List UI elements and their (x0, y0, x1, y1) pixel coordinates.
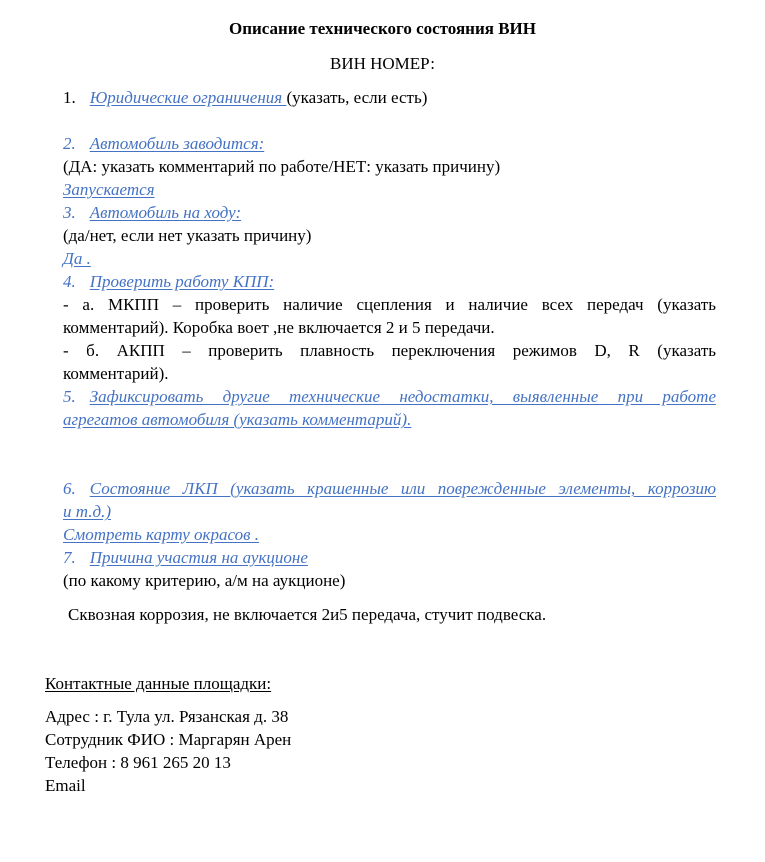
item-7-heading-row (63, 546, 308, 569)
item-4-mkpp-line2: комментарий). Коробка воет ,не включается 2 и 5 передачи. (63, 318, 495, 337)
item-1-note: (указать, если есть) (286, 88, 428, 107)
item-4-heading-row (63, 270, 274, 293)
item-5-line2: агрегатов автомобиля (указать комментарий). (63, 410, 412, 429)
item-7-number: 7. (63, 548, 76, 567)
item-1-number: 1. (63, 88, 76, 107)
item-1 (63, 86, 427, 109)
item-7-heading: Причина участия на аукционе (89, 548, 308, 567)
item-4-akpp-line1: - б. АКПП – проверить плавность переключения режимов D, R (указать (63, 341, 716, 360)
item-2-number: 2. (63, 134, 76, 153)
vin-label: ВИН НОМЕР: (329, 54, 435, 73)
item-3-answer: Да . (63, 249, 91, 268)
item-3-heading-row (63, 201, 241, 224)
item-2-heading-row (63, 132, 264, 155)
item-6-answer: Смотреть карту окрасов . (63, 525, 259, 544)
item-4-heading: Проверить работу КПП: (89, 272, 275, 291)
item-6 (63, 477, 716, 500)
item-6-number: 6. (63, 479, 76, 498)
item-7-hint: (по какому критерию, а/м на аукционе) (63, 571, 346, 590)
item-6-line1: Состояние ЛКП (указать крашенные или поврежденные элементы, коррозию (89, 479, 716, 498)
document-title: Описание технического состояния ВИН (228, 19, 536, 38)
contacts-employee: Сотрудник ФИО : Маргарян Арен (45, 730, 292, 749)
item-6-line2: и т.д.) (63, 502, 111, 521)
contacts-address: Адрес : г. Тула ул. Рязанская д. 38 (45, 707, 289, 726)
item-1-heading: Юридические ограничения (89, 88, 287, 107)
contacts-heading: Контактные данные площадки: (45, 674, 272, 693)
item-5-line1: Зафиксировать другие технические недостатки, выявленные при работе (89, 387, 716, 406)
item-3-heading: Автомобиль на ходу: (89, 203, 242, 222)
contacts-phone: Телефон : 8 961 265 20 13 (45, 753, 231, 772)
item-2-answer: Запускается (63, 180, 155, 199)
item-5-number: 5. (63, 387, 76, 406)
item-2-heading: Автомобиль заводится: (89, 134, 265, 153)
item-3-hint: (да/нет, если нет указать причину) (63, 226, 312, 245)
contacts-email: Email (45, 776, 86, 795)
item-4-mkpp-line1: - а. МКПП – проверить наличие сцепления и наличие всех передач (указать (63, 295, 716, 314)
item-4-akpp-line2: комментарий). (63, 364, 169, 383)
item-3-number: 3. (63, 203, 76, 222)
item-2-hint: (ДА: указать комментарий по работе/НЕТ: указать причину) (63, 157, 501, 176)
item-7-answer: Сквозная коррозия, не включается 2и5 передача, стучит подвеска. (68, 605, 547, 624)
item-5 (63, 385, 716, 408)
item-4-number: 4. (63, 272, 76, 291)
